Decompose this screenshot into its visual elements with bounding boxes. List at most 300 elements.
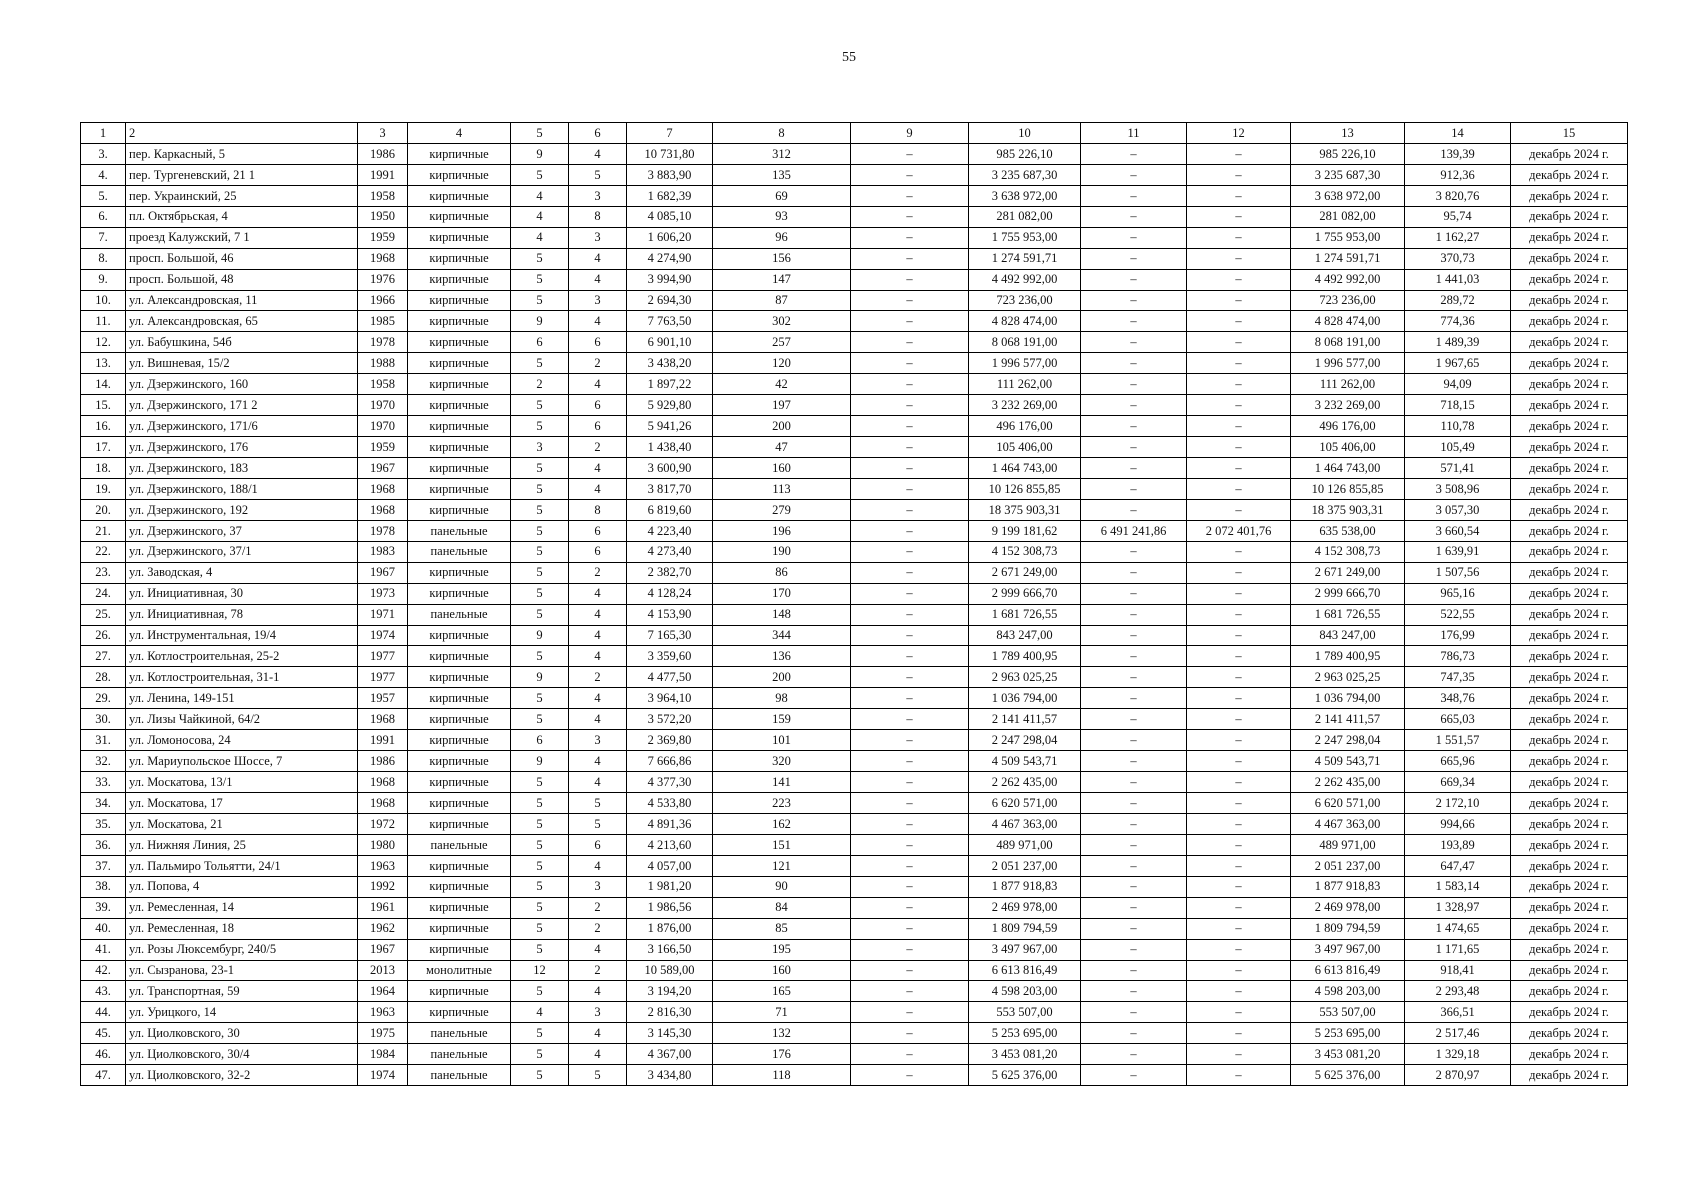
- table-cell: кирпичные: [408, 1002, 511, 1023]
- table-cell: 9: [511, 751, 569, 772]
- table-cell: –: [851, 730, 969, 751]
- table-row: [81, 1002, 1628, 1023]
- table-cell: 7 666,86: [627, 751, 713, 772]
- table-cell: 4 477,50: [627, 667, 713, 688]
- table-cell: 1968: [358, 478, 408, 499]
- table-cell: 87: [713, 290, 851, 311]
- table-cell: 223: [713, 793, 851, 814]
- table-cell: кирпичные: [408, 709, 511, 730]
- table-cell: 18 375 903,31: [969, 499, 1081, 520]
- table-cell: –: [851, 206, 969, 227]
- table-cell: –: [851, 248, 969, 269]
- table-cell: 5: [511, 164, 569, 185]
- table-cell: 190: [713, 541, 851, 562]
- table-cell: 1959: [358, 227, 408, 248]
- table-row: [81, 918, 1628, 939]
- table-cell: 4 057,00: [627, 855, 713, 876]
- table-cell: 3 994,90: [627, 269, 713, 290]
- table-cell: 1 583,14: [1405, 876, 1511, 897]
- table-cell: 86: [713, 562, 851, 583]
- table-cell: 6 620 571,00: [1291, 793, 1405, 814]
- table-cell: кирпичные: [408, 646, 511, 667]
- table-cell: 193,89: [1405, 834, 1511, 855]
- table-cell: –: [851, 416, 969, 437]
- table-cell: 3 194,20: [627, 981, 713, 1002]
- table-cell: 93: [713, 206, 851, 227]
- table-cell: 774,36: [1405, 311, 1511, 332]
- table-cell: декабрь 2024 г.: [1511, 583, 1628, 604]
- table-cell: декабрь 2024 г.: [1511, 834, 1628, 855]
- table-cell: 1958: [358, 185, 408, 206]
- table-cell: –: [1081, 688, 1187, 709]
- table-cell: ул. Вишневая, 15/2: [126, 353, 358, 374]
- table-cell: 1974: [358, 625, 408, 646]
- table-cell: кирпичные: [408, 897, 511, 918]
- table-cell: декабрь 2024 г.: [1511, 562, 1628, 583]
- table-cell: 105 406,00: [969, 437, 1081, 458]
- table-cell: 1 639,91: [1405, 541, 1511, 562]
- table-cell: 4: [511, 206, 569, 227]
- table-cell: 4 598 203,00: [1291, 981, 1405, 1002]
- table-cell: 5: [511, 583, 569, 604]
- table-row: [81, 1044, 1628, 1065]
- table-cell: 3 434,80: [627, 1065, 713, 1086]
- table-cell: 16.: [81, 416, 126, 437]
- table-cell: 4 273,40: [627, 541, 713, 562]
- table-cell: ул. Дзержинского, 188/1: [126, 478, 358, 499]
- table-row: [81, 248, 1628, 269]
- table-cell: –: [1081, 604, 1187, 625]
- table-cell: декабрь 2024 г.: [1511, 458, 1628, 479]
- table-cell: 5: [511, 918, 569, 939]
- table-cell: 71: [713, 1002, 851, 1023]
- column-number: 14: [1405, 123, 1511, 144]
- table-cell: 121: [713, 855, 851, 876]
- table-cell: 3 964,10: [627, 688, 713, 709]
- table-cell: –: [1187, 185, 1291, 206]
- table-cell: 4: [569, 143, 627, 164]
- table-row: [81, 793, 1628, 814]
- table-cell: –: [1187, 458, 1291, 479]
- table-cell: декабрь 2024 г.: [1511, 918, 1628, 939]
- table-cell: –: [851, 332, 969, 353]
- table-cell: проезд Калужский, 7 1: [126, 227, 358, 248]
- table-cell: 2 999 666,70: [1291, 583, 1405, 604]
- table-cell: 6: [569, 834, 627, 855]
- table-cell: панельные: [408, 604, 511, 625]
- table-cell: 4: [511, 185, 569, 206]
- table-cell: 105,49: [1405, 437, 1511, 458]
- table-cell: декабрь 2024 г.: [1511, 437, 1628, 458]
- table-cell: 7.: [81, 227, 126, 248]
- table-cell: ул. Мариупольское Шоссе, 7: [126, 751, 358, 772]
- table-cell: –: [1081, 248, 1187, 269]
- table-cell: –: [851, 855, 969, 876]
- table-cell: 197: [713, 395, 851, 416]
- table-cell: 2 293,48: [1405, 981, 1511, 1002]
- table-cell: 1958: [358, 374, 408, 395]
- table-cell: 3.: [81, 143, 126, 164]
- table-cell: декабрь 2024 г.: [1511, 1023, 1628, 1044]
- table-cell: 14.: [81, 374, 126, 395]
- table-cell: 18 375 903,31: [1291, 499, 1405, 520]
- column-number: 5: [511, 123, 569, 144]
- column-number: 1: [81, 123, 126, 144]
- table-row: [81, 416, 1628, 437]
- table-cell: 1968: [358, 772, 408, 793]
- table-cell: 1 681 726,55: [969, 604, 1081, 625]
- table-cell: –: [851, 227, 969, 248]
- table-cell: 47.: [81, 1065, 126, 1086]
- table-cell: 3: [569, 185, 627, 206]
- table-cell: –: [1081, 793, 1187, 814]
- table-cell: 23.: [81, 562, 126, 583]
- table-cell: 1967: [358, 562, 408, 583]
- table-cell: 10 589,00: [627, 960, 713, 981]
- table-cell: просп. Большой, 46: [126, 248, 358, 269]
- table-cell: декабрь 2024 г.: [1511, 855, 1628, 876]
- table-cell: декабрь 2024 г.: [1511, 1002, 1628, 1023]
- table-row: [81, 290, 1628, 311]
- table-cell: 4 492 992,00: [1291, 269, 1405, 290]
- table-cell: ул. Александровская, 65: [126, 311, 358, 332]
- table-cell: 6: [569, 395, 627, 416]
- table-cell: 4 509 543,71: [969, 751, 1081, 772]
- table-row: [81, 813, 1628, 834]
- table-cell: 1977: [358, 646, 408, 667]
- table-cell: 553 507,00: [1291, 1002, 1405, 1023]
- table-cell: декабрь 2024 г.: [1511, 604, 1628, 625]
- table-cell: –: [1187, 1065, 1291, 1086]
- table-cell: 2: [569, 897, 627, 918]
- table-cell: 1991: [358, 164, 408, 185]
- table-row: [81, 332, 1628, 353]
- table-cell: 2 172,10: [1405, 793, 1511, 814]
- table-row: [81, 751, 1628, 772]
- table-cell: 3 359,60: [627, 646, 713, 667]
- table-cell: 1 967,65: [1405, 353, 1511, 374]
- table-cell: пер. Каркасный, 5: [126, 143, 358, 164]
- table-cell: ул. Дзержинского, 171 2: [126, 395, 358, 416]
- table-cell: 281 082,00: [1291, 206, 1405, 227]
- table-cell: –: [1187, 813, 1291, 834]
- table-cell: 3: [569, 1002, 627, 1023]
- table-cell: 30.: [81, 709, 126, 730]
- table-cell: 5: [511, 458, 569, 479]
- table-cell: ул. Дзержинского, 192: [126, 499, 358, 520]
- table-cell: –: [851, 667, 969, 688]
- table-cell: кирпичные: [408, 290, 511, 311]
- table-cell: 4 223,40: [627, 520, 713, 541]
- table-cell: –: [1081, 1023, 1187, 1044]
- table-cell: 4 128,24: [627, 583, 713, 604]
- table-row: [81, 1065, 1628, 1086]
- table-cell: 3 497 967,00: [969, 939, 1081, 960]
- table-cell: 4.: [81, 164, 126, 185]
- table-cell: ул. Циолковского, 32-2: [126, 1065, 358, 1086]
- table-cell: 4: [569, 248, 627, 269]
- table-cell: 3: [569, 290, 627, 311]
- table-cell: 4 152 308,73: [1291, 541, 1405, 562]
- table-cell: 1976: [358, 269, 408, 290]
- table-cell: 2013: [358, 960, 408, 981]
- table-cell: 9: [511, 311, 569, 332]
- table-cell: –: [851, 353, 969, 374]
- table-cell: –: [1187, 541, 1291, 562]
- table-cell: 120: [713, 353, 851, 374]
- table-cell: 3 883,90: [627, 164, 713, 185]
- table-cell: 1 986,56: [627, 897, 713, 918]
- table-cell: 1980: [358, 834, 408, 855]
- table-cell: –: [1081, 395, 1187, 416]
- table-cell: –: [1187, 353, 1291, 374]
- table-cell: декабрь 2024 г.: [1511, 772, 1628, 793]
- table-cell: 1 876,00: [627, 918, 713, 939]
- table-cell: кирпичные: [408, 667, 511, 688]
- table-cell: –: [1081, 751, 1187, 772]
- table-cell: 2 517,46: [1405, 1023, 1511, 1044]
- table-cell: панельные: [408, 1065, 511, 1086]
- table-cell: 5: [511, 353, 569, 374]
- table-cell: 1973: [358, 583, 408, 604]
- table-cell: 98: [713, 688, 851, 709]
- table-cell: –: [1187, 667, 1291, 688]
- table-cell: 9: [511, 667, 569, 688]
- table-cell: 5: [511, 793, 569, 814]
- table-cell: 36.: [81, 834, 126, 855]
- table-cell: 9: [511, 143, 569, 164]
- table-cell: панельные: [408, 1044, 511, 1065]
- table-cell: 2 262 435,00: [969, 772, 1081, 793]
- table-cell: пер. Тургеневский, 21 1: [126, 164, 358, 185]
- table-cell: 1963: [358, 855, 408, 876]
- table-row: [81, 143, 1628, 164]
- table-cell: –: [851, 897, 969, 918]
- table-cell: ул. Циолковского, 30: [126, 1023, 358, 1044]
- column-number: 13: [1291, 123, 1405, 144]
- table-row: [81, 520, 1628, 541]
- table-cell: 1 474,65: [1405, 918, 1511, 939]
- table-cell: 15.: [81, 395, 126, 416]
- table-cell: 4: [569, 688, 627, 709]
- table-cell: 1986: [358, 143, 408, 164]
- table-cell: –: [1187, 939, 1291, 960]
- table-cell: –: [1187, 855, 1291, 876]
- table-cell: –: [1187, 269, 1291, 290]
- table-cell: 718,15: [1405, 395, 1511, 416]
- table-cell: ул. Сызранова, 23-1: [126, 960, 358, 981]
- table-cell: 5: [569, 1065, 627, 1086]
- table-cell: 11.: [81, 311, 126, 332]
- table-cell: 170: [713, 583, 851, 604]
- table-cell: кирпичные: [408, 855, 511, 876]
- table-cell: –: [1187, 437, 1291, 458]
- table-cell: –: [1187, 772, 1291, 793]
- table-cell: 196: [713, 520, 851, 541]
- table-cell: кирпичные: [408, 751, 511, 772]
- table-cell: 1 171,65: [1405, 939, 1511, 960]
- table-cell: декабрь 2024 г.: [1511, 981, 1628, 1002]
- table-cell: 1 507,56: [1405, 562, 1511, 583]
- table-cell: кирпичные: [408, 206, 511, 227]
- table-cell: 2 671 249,00: [1291, 562, 1405, 583]
- table-cell: декабрь 2024 г.: [1511, 395, 1628, 416]
- table-cell: 38.: [81, 876, 126, 897]
- table-cell: –: [851, 520, 969, 541]
- table-cell: –: [1187, 562, 1291, 583]
- table-cell: 1 981,20: [627, 876, 713, 897]
- table-cell: панельные: [408, 520, 511, 541]
- table-cell: декабрь 2024 г.: [1511, 290, 1628, 311]
- table-cell: –: [851, 1002, 969, 1023]
- table-cell: 4: [511, 1002, 569, 1023]
- table-cell: 42: [713, 374, 851, 395]
- table-cell: 2 141 411,57: [969, 709, 1081, 730]
- table-cell: 2: [569, 918, 627, 939]
- table-cell: –: [1081, 625, 1187, 646]
- table-cell: 6 901,10: [627, 332, 713, 353]
- table-cell: 2 051 237,00: [1291, 855, 1405, 876]
- table-cell: –: [1187, 1002, 1291, 1023]
- table-cell: –: [1081, 478, 1187, 499]
- table-cell: декабрь 2024 г.: [1511, 499, 1628, 520]
- table-cell: –: [1081, 374, 1187, 395]
- table-cell: –: [851, 311, 969, 332]
- table-cell: –: [851, 458, 969, 479]
- table-cell: 1992: [358, 876, 408, 897]
- table-cell: декабрь 2024 г.: [1511, 185, 1628, 206]
- table-cell: –: [851, 1044, 969, 1065]
- table-cell: панельные: [408, 541, 511, 562]
- table-cell: 3: [511, 437, 569, 458]
- table-cell: кирпичные: [408, 688, 511, 709]
- table-cell: –: [1081, 709, 1187, 730]
- table-cell: 111 262,00: [1291, 374, 1405, 395]
- table-cell: ул. Ремесленная, 18: [126, 918, 358, 939]
- table-cell: 69: [713, 185, 851, 206]
- table-cell: –: [851, 1065, 969, 1086]
- table-cell: 4: [569, 269, 627, 290]
- table-cell: 2: [511, 374, 569, 395]
- table-cell: кирпичные: [408, 353, 511, 374]
- table-cell: –: [851, 395, 969, 416]
- table-cell: 160: [713, 960, 851, 981]
- column-number: 4: [408, 123, 511, 144]
- table-cell: 3 497 967,00: [1291, 939, 1405, 960]
- table-cell: ул. Дзержинского, 176: [126, 437, 358, 458]
- table-cell: кирпичные: [408, 248, 511, 269]
- table-cell: 3 638 972,00: [1291, 185, 1405, 206]
- table-cell: –: [851, 876, 969, 897]
- table-cell: 2 247 298,04: [1291, 730, 1405, 751]
- table-cell: 6 491 241,86: [1081, 520, 1187, 541]
- table-cell: 747,35: [1405, 667, 1511, 688]
- table-cell: 160: [713, 458, 851, 479]
- table-cell: 5: [511, 520, 569, 541]
- table-cell: декабрь 2024 г.: [1511, 939, 1628, 960]
- table-cell: ул. Транспортная, 59: [126, 981, 358, 1002]
- table-cell: 12.: [81, 332, 126, 353]
- table-row: [81, 646, 1628, 667]
- table-cell: 4 891,36: [627, 813, 713, 834]
- table-cell: –: [851, 772, 969, 793]
- table-cell: панельные: [408, 1023, 511, 1044]
- table-cell: 2 247 298,04: [969, 730, 1081, 751]
- table-cell: кирпичные: [408, 772, 511, 793]
- table-cell: –: [1187, 290, 1291, 311]
- table-cell: 4: [569, 1044, 627, 1065]
- table-cell: –: [1081, 876, 1187, 897]
- table-cell: –: [1187, 143, 1291, 164]
- table-cell: 90: [713, 876, 851, 897]
- table-cell: 2 051 237,00: [969, 855, 1081, 876]
- header-row: [81, 123, 1628, 144]
- table-cell: –: [1081, 939, 1187, 960]
- table-cell: 4 153,90: [627, 604, 713, 625]
- table-row: [81, 939, 1628, 960]
- column-number: 2: [126, 123, 358, 144]
- table-cell: 94,09: [1405, 374, 1511, 395]
- table-cell: декабрь 2024 г.: [1511, 520, 1628, 541]
- table-cell: –: [1187, 227, 1291, 248]
- table-cell: декабрь 2024 г.: [1511, 709, 1628, 730]
- table-cell: ул. Заводская, 4: [126, 562, 358, 583]
- table-cell: 5: [511, 855, 569, 876]
- table-cell: декабрь 2024 г.: [1511, 960, 1628, 981]
- table-cell: –: [1187, 981, 1291, 1002]
- table-cell: 4 492 992,00: [969, 269, 1081, 290]
- table-cell: 843 247,00: [969, 625, 1081, 646]
- table-cell: 8: [569, 499, 627, 520]
- table-cell: кирпичные: [408, 395, 511, 416]
- table-cell: 1963: [358, 1002, 408, 1023]
- table-cell: 6: [511, 730, 569, 751]
- table-cell: 5 929,80: [627, 395, 713, 416]
- table-cell: декабрь 2024 г.: [1511, 688, 1628, 709]
- table-cell: –: [1187, 709, 1291, 730]
- table-cell: 1977: [358, 667, 408, 688]
- table-cell: декабрь 2024 г.: [1511, 416, 1628, 437]
- table-cell: 4: [569, 478, 627, 499]
- table-cell: –: [851, 185, 969, 206]
- table-cell: 1966: [358, 290, 408, 311]
- table-row: [81, 583, 1628, 604]
- table-cell: 21.: [81, 520, 126, 541]
- table-cell: 723 236,00: [1291, 290, 1405, 311]
- table-cell: –: [1187, 876, 1291, 897]
- table-cell: 1968: [358, 793, 408, 814]
- table-cell: 4: [569, 751, 627, 772]
- table-cell: кирпичные: [408, 164, 511, 185]
- table-cell: 1970: [358, 416, 408, 437]
- table-cell: кирпичные: [408, 332, 511, 353]
- table-cell: 1983: [358, 541, 408, 562]
- table-cell: 1971: [358, 604, 408, 625]
- table-row: [81, 541, 1628, 562]
- table-cell: –: [851, 604, 969, 625]
- table-cell: кирпичные: [408, 625, 511, 646]
- table-cell: 6: [569, 416, 627, 437]
- table-cell: 41.: [81, 939, 126, 960]
- table-cell: 5: [511, 646, 569, 667]
- table-cell: 2 694,30: [627, 290, 713, 311]
- table-cell: 4 085,10: [627, 206, 713, 227]
- table-cell: 4 467 363,00: [1291, 813, 1405, 834]
- table-cell: 2 671 249,00: [969, 562, 1081, 583]
- table-cell: 4 828 474,00: [969, 311, 1081, 332]
- table-cell: кирпичные: [408, 311, 511, 332]
- table-cell: декабрь 2024 г.: [1511, 646, 1628, 667]
